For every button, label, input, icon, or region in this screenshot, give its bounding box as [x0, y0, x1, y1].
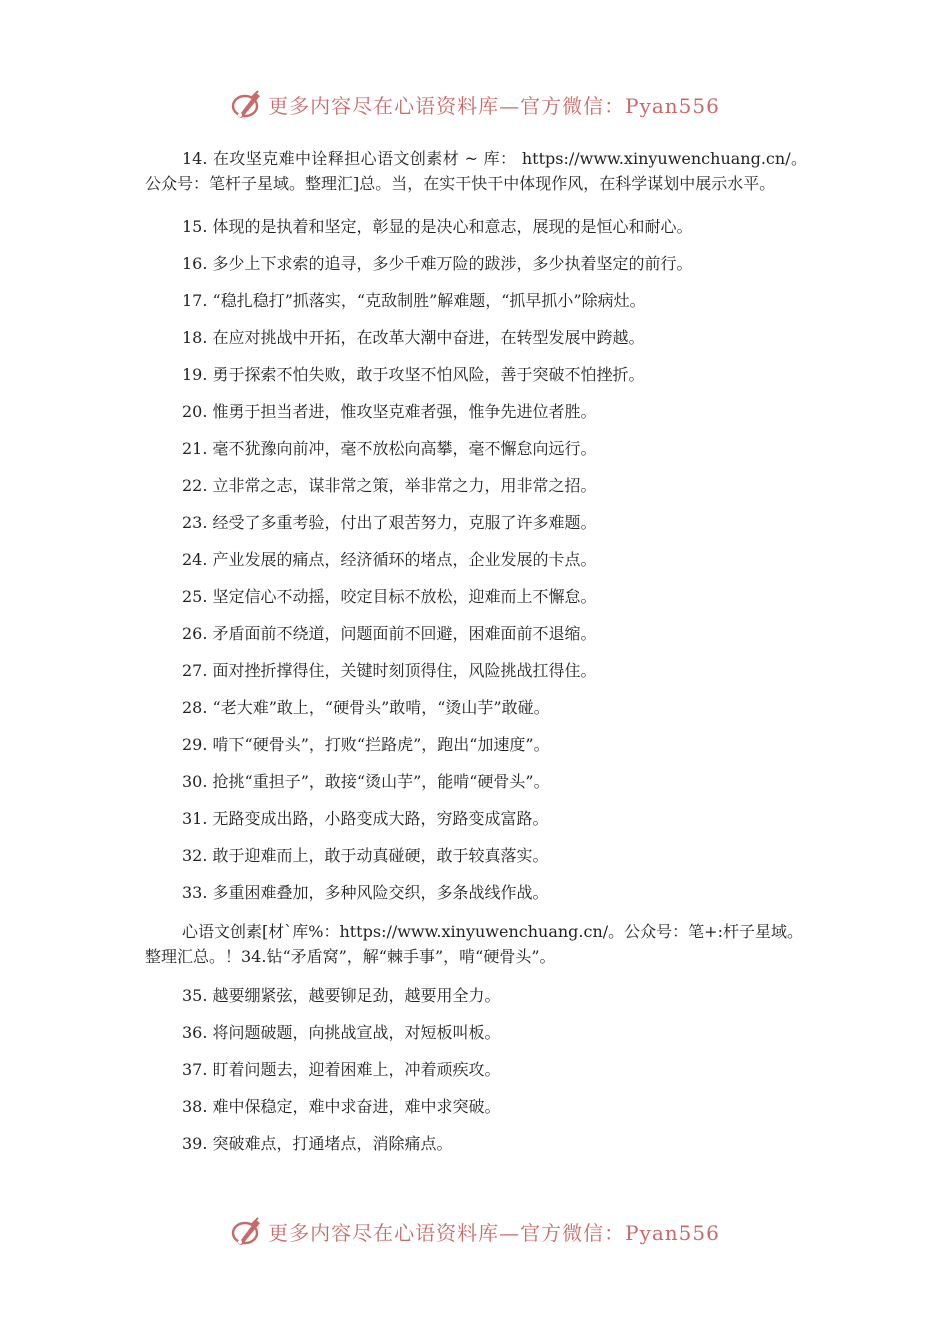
header-banner — [0, 82, 950, 126]
quill-pen-logo-icon — [230, 1214, 264, 1248]
list-item: 33. 多重困难叠加，多种风险交织，多条战线作战。 — [182, 883, 549, 902]
list-item: 37. 盯着问题去，迎着困难上，冲着顽疾攻。 — [182, 1060, 501, 1079]
list-item: 26. 矛盾面前不绕道，问题面前不回避，困难面前不退缩。 — [182, 624, 597, 643]
list-item: 17. “稳扎稳打”抓落实，“克敌制胜”解难题，“抓早抓小”除病灶。 — [182, 291, 646, 310]
list-item: 20. 惟勇于担当者进，惟攻坚克难者强，惟争先进位者胜。 — [182, 402, 597, 421]
footer-banner-text: 更多内容尽在心语资料库—官方微信：Pyan556 — [268, 1220, 720, 1245]
document-body — [145, 146, 807, 1162]
list-item: 39. 突破难点，打通堵点，消除痛点。 — [182, 1134, 453, 1153]
list-item: 36. 将问题破题，向挑战宣战，对短板叫板。 — [182, 1023, 501, 1042]
list-item: 18. 在应对挑战中开拓，在改革大潮中奋进，在转型发展中跨越。 — [182, 328, 645, 347]
quill-pen-logo-icon — [230, 87, 264, 121]
list-item: 23. 经受了多重考验，付出了艰苦努力，克服了许多难题。 — [182, 513, 597, 532]
list-item: 31. 无路变成出路，小路变成大路，穷路变成富路。 — [182, 809, 549, 828]
list-item: 29. 啃下“硬骨头”，打败“拦路虎”，跑出“加速度”。 — [182, 735, 550, 754]
list-item: 16. 多少上下求索的追寻，多少千难万险的跋涉，多少执着坚定的前行。 — [182, 254, 693, 273]
list-item: 19. 勇于探索不怕失败，敢于攻坚不怕风险，善于突破不怕挫折。 — [182, 365, 645, 384]
list-item: 27. 面对挫折撑得住，关键时刻顶得住，风险挑战扛得住。 — [182, 661, 597, 680]
list-item: 15. 体现的是执着和坚定，彰显的是决心和意志，展现的是恒心和耐心。 — [182, 217, 693, 236]
header-banner-text: 更多内容尽在心语资料库—官方微信：Pyan556 — [268, 93, 720, 118]
list-item: 28. “老大难”敢上，“硬骨头”敢啃，“烫山芋”敢碰。 — [182, 698, 550, 717]
list-item: 30. 抢挑“重担子”，敢接“烫山芋”，能啃“硬骨头”。 — [182, 772, 550, 791]
footer-banner — [0, 1209, 950, 1253]
list-item: 35. 越要绷紧弦，越要铆足劲，越要用全力。 — [182, 986, 501, 1005]
list-item: 25. 坚定信心不动摇，咬定目标不放松，迎难而上不懈怠。 — [182, 587, 597, 606]
list-item: 24. 产业发展的痛点，经济循环的堵点，企业发展的卡点。 — [182, 550, 597, 569]
paragraph-34: 心语文创素[材`库%：https://www.xinyuwenchuang.cn/。公众号：笔+:杆子星域。整理汇总。！34.钻“矛盾窝”，解“棘手事”，啃“硬骨头”。 — [145, 922, 803, 966]
list-item: 32. 敢于迎难而上，敢于动真碰硬，敢于较真落实。 — [182, 846, 549, 865]
list-item: 21. 毫不犹豫向前冲，毫不放松向高攀，毫不懈怠向远行。 — [182, 439, 597, 458]
paragraph-14: 14. 在攻坚克难中诠释担心语文创素材 ~ 库： https://www.xinyuwenchuang.cn/。公众号：笔杆子星域。整理汇]总。当，在实干快干中体现作风，在科学谋划中展示水平。 — [145, 149, 807, 193]
list-item: 38. 难中保稳定，难中求奋进，难中求突破。 — [182, 1097, 501, 1116]
list-item: 22. 立非常之志，谋非常之策，举非常之力，用非常之招。 — [182, 476, 597, 495]
